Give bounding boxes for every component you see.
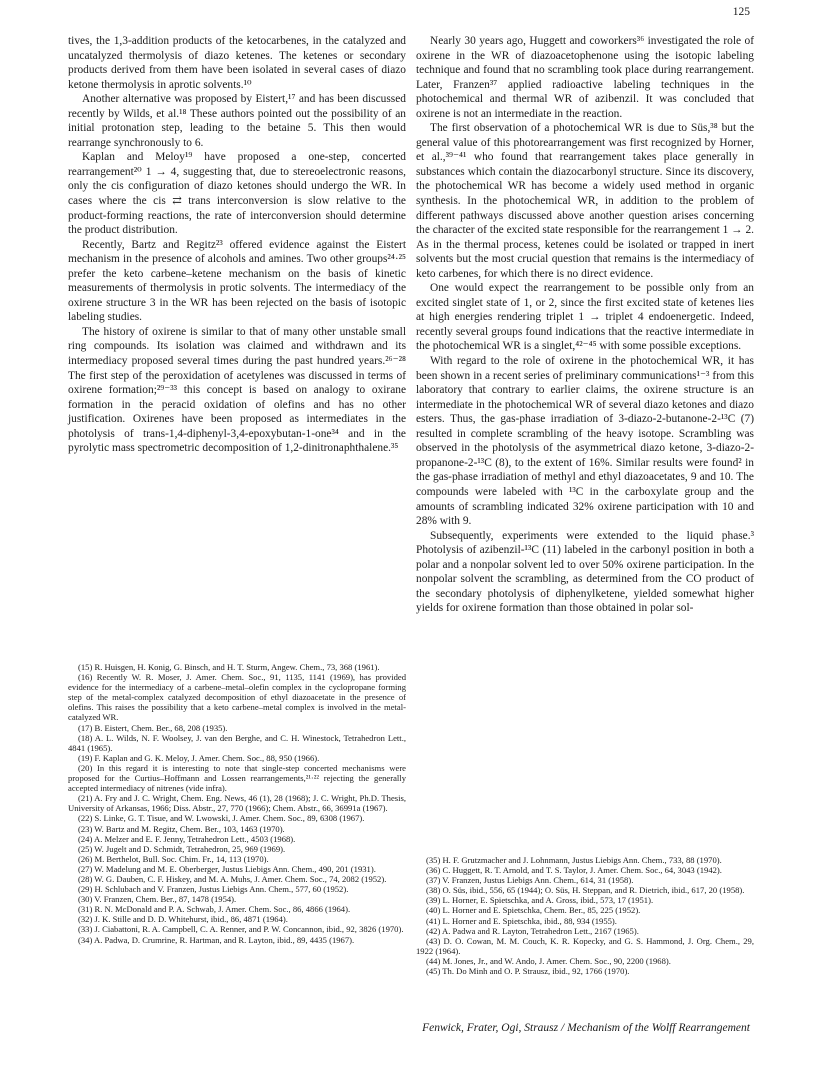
- reference: (30) V. Franzen, Chem. Ber., 87, 1478 (1954).: [78, 894, 237, 905]
- reference: (15) R. Huisgen, H. Konig, G. Binsch, and H. T. Sturm, Angew. Chem., 73, 368 (1961).: [78, 662, 380, 672]
- left-column-body: [68, 34, 406, 456]
- paragraph: Recently, Bartz and Regitz²³ offered evidence against the Eistert mechanism in the presence of alcohols and amines. Two other groups²⁴·²⁵ prefer the keto carbene–ketene mechanism on the basis of kinetic measurements of thermolysis in protic solvents. The intermediacy of the oxirene structure 3 in the WR has been rejected on the basis of isotopic labeling studies.: [68, 238, 406, 324]
- reference: (31) R. N. McDonald and P. A. Schwab, J. Amer. Chem. Soc., 86, 4866 (1964).: [78, 904, 351, 915]
- reference: (40) L. Horner and E. Spietschka, Chem. Ber., 85, 225 (1952).: [426, 905, 641, 916]
- paragraph: Subsequently, experiments were extended to the liquid phase.³ Photolysis of azibenzil-¹³C (11) labeled in the carbonyl position in both a polar and a nonpolar solvent led to over 50% oxirene participation. In the nonpolar solvent the scrambling, as determined from the CO product of the secondary photolysis of diphenylketene, yielded somewhat higher yields for oxirene formation than those obtained in polar sol-: [416, 529, 754, 615]
- reference: (21) A. Fry and J. C. Wright, Chem. Eng. News, 46 (1), 28 (1968); J. C. Wright, Ph.D. Thesis, University of Arkansas, 1966; Diss. Abstr., 27, 770 (1966); Chem. Abstr., 66, 36991a (1967).: [68, 793, 406, 814]
- reference: (45) Th. Do Minh and O. P. Strausz, ibid., 92, 1766 (1970).: [426, 966, 630, 977]
- reference: (19) F. Kaplan and G. K. Meloy, J. Amer. Chem. Soc., 88, 950 (1966).: [78, 752, 320, 763]
- reference: (32) J. K. Stille and D. D. Whitehurst, ibid., 86, 4871 (1964).: [78, 914, 288, 925]
- reference: (16) Recently W. R. Moser, J. Amer. Chem. Soc., 91, 1135, 1141 (1969), has provided evidence for the intermediacy of a carbene–metal–olefin complex in the cyclopropane forming step of the metal-complex catalyzed decomposition of ethyl diazoacetate in the presence of olefins. This raises the possibility that a keto carbene–metal complex is involved in the metal-catalyzed WR.: [68, 672, 406, 723]
- reference: (20) In this regard it is interesting to note that single-step concerted mechanisms were proposed for the Curtius–Hoffmann and Lossen rearrangements,²¹·²² rejecting the generally accepted intermediacy of nitrenes (vide infra).: [68, 762, 406, 794]
- reference: (22) S. Linke, G. T. Tisue, and W. Lwowski, J. Amer. Chem. Soc., 89, 6308 (1967).: [78, 813, 365, 824]
- paragraph: Nearly 30 years ago, Huggett and coworkers³⁶ investigated the role of oxirene in the WR of diazoacetophenone using the isotopic labeling technique and found that no scrambling took place during rearrangement. Later, Franzen³⁷ applied radioactive labeling techniques in the photochemical and thermal WR of azibenzil. It was concluded that oxirene is not an intermediate in the reaction.: [416, 35, 754, 120]
- right-references: [416, 855, 754, 976]
- reference: (25) W. Jugelt and D. Schmidt, Tetrahedron, 25, 969 (1969).: [78, 843, 286, 854]
- reference: (41) L. Horner and E. Spietschka, ibid., 88, 934 (1955).: [426, 915, 617, 926]
- reference: (29) H. Schlubach and V. Franzen, Justus Liebigs Ann. Chem., 577, 60 (1952).: [78, 884, 349, 895]
- paragraph: The history of oxirene is similar to that of many other unstable small ring compounds. Its isolation was claimed and withdrawn and its intermediacy proposed several times during the past hundred years.²⁶⁻²⁸ The first step of the peroxidation of acetylenes was discussed in terms of oxirene formation;²⁹⁻³³ this concept is based on analogy to oxirane formation in the peracid oxidation of olefins and has no other justification. Oxirenes have been proposed as intermediates in the photolysis of trans-1,4-diphenyl-3,4-epoxybutan-1-one³⁴ and in the pyrolytic mass spectrometric decomposition of 1,2-dinitronaphthalene.³⁵: [68, 325, 406, 455]
- reference: (36) C. Huggett, R. T. Arnold, and T. S. Taylor, J. Amer. Chem. Soc., 64, 3043 (1942).: [426, 865, 722, 876]
- reference: (42) A. Padwa and R. Layton, Tetrahedron Lett., 2167 (1965).: [426, 925, 639, 936]
- left-references: [68, 662, 406, 945]
- paragraph: Kaplan and Meloy¹⁹ have proposed a one-step, concerted rearrangement²⁰ 1 → 4, suggesting that, due to stereoelectronic reasons, only the cis configuration of diazo ketones should undergo the WR. In cases where the cis ⇄ trans interconversion is slow relative to the product-forming reactions, the rate of interconversion should determine the product distribution.: [68, 151, 406, 237]
- reference: (24) A. Melzer and E. F. Jenny, Tetrahedron Lett., 4503 (1968).: [78, 833, 296, 844]
- reference: (39) L. Horner, E. Spietschka, and A. Gross, ibid., 573, 17 (1951).: [426, 895, 654, 906]
- paragraph: tives, the 1,3-addition products of the ketocarbenes, in the catalyzed and uncatalyzed thermolysis of diazo ketenes. The ketenes or secondary products derived from them have been isolated in several cases of diazo ketone thermolysis in aprotic solvents.¹⁰: [68, 35, 406, 91]
- reference: (17) B. Eistert, Chem. Ber., 68, 208 (1935).: [78, 722, 228, 733]
- reference: (43) D. O. Cowan, M. M. Couch, K. R. Kopecky, and G. S. Hammond, J. Org. Chem., 29, 1922 (1964).: [416, 935, 754, 956]
- paragraph: With regard to the role of oxirene in the photochemical WR, it has been shown in a recent series of preliminary communications¹⁻³ from this laboratory that contrary to earlier claims, the oxirene structure is an intermediate in the photochemical WR of several diazo ketones and diazo esters. Thus, the gas-phase irradiation of 3-diazo-2-butanone-2-¹³C (7) resulted in complete scrambling of the heavy isotope. Scrambling was observed in the photolysis of the asymmetrical diazo ketone, 3-diazo-2-propanone-2-¹³C (8), to the extent of 16%. Similar results were found² in the gas-phase irradiation of methyl and ethyl diazoacetates, 9 and 10. The compounds were labeled with ¹³C in the carboxylate group and the amounts of scrambling indicated 32% oxirene participation with 10 and 28% with 9.: [416, 355, 754, 528]
- reference: (44) M. Jones, Jr., and W. Ando, J. Amer. Chem. Soc., 90, 2200 (1968).: [426, 955, 671, 966]
- reference: (38) O. Süs, ibid., 556, 65 (1944); O. Süs, H. Steppan, and R. Dietrich, ibid., 617, 20 (1958).: [426, 885, 745, 896]
- running-footer: Fenwick, Frater, Ogi, Strausz / Mechanism of the Wolff Rearrangement: [422, 1022, 750, 1034]
- reference: (23) W. Bartz and M. Regitz, Chem. Ber., 103, 1463 (1970).: [78, 823, 285, 834]
- reference: (26) M. Berthelot, Bull. Soc. Chim. Fr., 14, 113 (1970).: [78, 853, 269, 864]
- right-column-body: [416, 34, 754, 616]
- paragraph: One would expect the rearrangement to be possible only from an excited singlet state of 1, or 2, since the first excited state of ketenes lies at high energies rendering triplet 1 → triplet 4 endoenergetic. Indeed, recently several groups found indications that the reactive intermediate in the photochemical WR is a singlet,⁴²⁻⁴⁵ with some possible exceptions.: [416, 282, 754, 353]
- paragraph: The first observation of a photochemical WR is due to Süs,³⁸ but the general value of this photorearrangement was first recognized by Horner, et al.,³⁹⁻⁴¹ who found that rearrangement takes place generally in substances which contain the diazocarbonyl structure. Since its discovery, the photochemical WR has become a widely used method in organic synthesis. In the photochemical WR, in addition to the problem of different pathways discussed above another question arises concerning the character of the excited state responsible for the rearrangement 1 → 2. As in the thermal process, ketenes could be isolated or trapped in inert solvents but the most crucial question that remains is the intermediacy of keto carbenes, for which there is no direct evidence.: [416, 122, 754, 280]
- page-number: 125: [732, 6, 750, 18]
- reference: (34) A. Padwa, D. Crumrine, R. Hartman, and R. Layton, ibid., 89, 4435 (1967).: [78, 934, 355, 945]
- reference: (33) J. Ciabattoni, R. A. Campbell, C. A. Renner, and P. W. Concannon, ibid., 92, 3826 (1970).: [78, 924, 404, 935]
- reference: (35) H. F. Grutzmacher and J. Lohnmann, Justus Liebigs Ann. Chem., 733, 88 (1970).: [426, 855, 722, 865]
- reference: (28) W. G. Dauben, C. F. Hiskey, and M. A. Muhs, J. Amer. Chem. Soc., 74, 2082 (1952).: [78, 873, 387, 884]
- paragraph: Another alternative was proposed by Eistert,¹⁷ and has been discussed recently by Wilds, et al.¹⁸ These authors pointed out the possibility of an initial protonation step, leading to the betaine 5. This then would rearrange synchronously to 6.: [68, 93, 406, 149]
- reference: (18) A. L. Wilds, N. F. Woolsey, J. van den Berghe, and C. H. Winestock, Tetrahedron Lett., 4841 (1965).: [68, 732, 406, 753]
- reference: (37) V. Franzen, Justus Liebigs Ann. Chem., 614, 31 (1958).: [426, 875, 634, 886]
- reference: (27) W. Madelung and M. E. Oberberger, Justus Liebigs Ann. Chem., 490, 201 (1931).: [78, 863, 376, 874]
